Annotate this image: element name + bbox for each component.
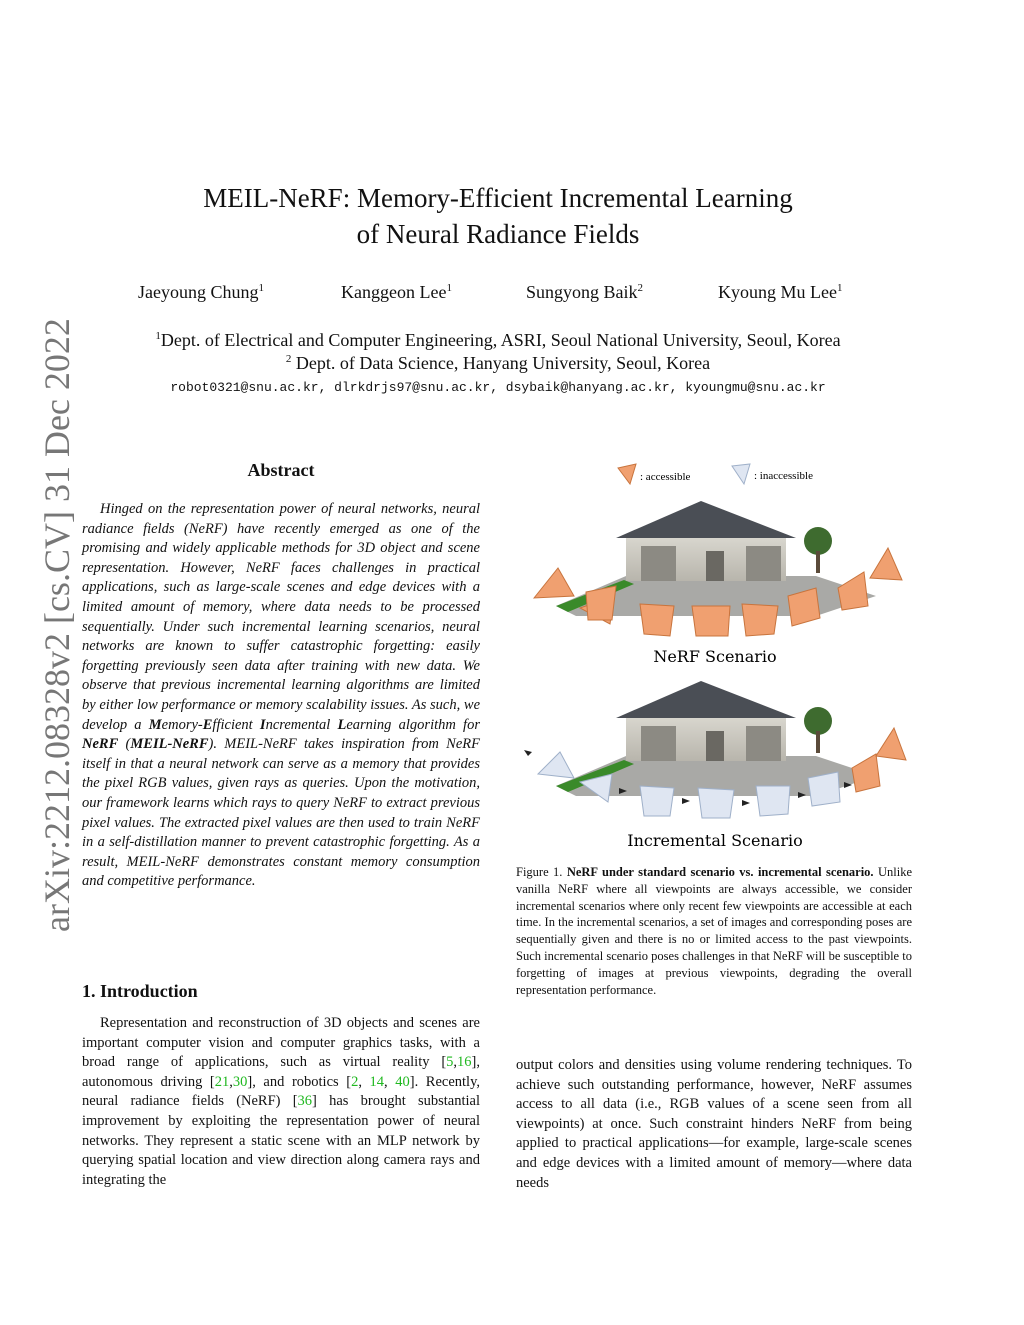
author-3: Sungyong Baik$^2$ [526,282,644,302]
citation-link[interactable]: 16 [457,1054,472,1071]
garage-door [746,546,781,581]
tree [804,527,832,555]
citation-link[interactable]: 5 [446,1054,454,1071]
author-emails: robot0321@snu.ac.kr, dlrkdrjs97@snu.ac.kr, dsybaik@hanyang.ac.kr, kyoungmu@snu.ac.kr [170,380,826,395]
figure-1 [516,456,914,856]
house-roof [616,681,796,718]
paper-title [0,180,996,252]
tree [804,707,832,735]
author-4: Kyoung Mu Lee$^1$ [718,282,843,302]
inaccessible-camera-icon [732,464,750,484]
title-line-2: of Neural Radiance Fields [356,219,640,249]
legend-accessible [618,464,691,484]
label-incremental-scenario: Incremental Scenario [627,831,803,850]
svg-text:: inaccessible: : inaccessible [754,470,813,482]
legend-inaccessible [732,464,813,484]
author-1: Jaeyoung Chung$^1$ [138,282,264,302]
camera-row-bottom-accessible [852,728,906,792]
arrow-icon [682,798,690,804]
label-nerf-scenario: NeRF Scenario [653,647,777,666]
arxiv-stamp: arXiv:2212.08328v2 [cs.CV] 31 Dec 2022 [37,318,77,932]
citation-link[interactable]: 21 [214,1073,230,1090]
arrow-icon [742,800,750,806]
affiliation-1: $^1$Dept. of Electrical and Computer Engineering, ASRI, Seoul National University, Seoul, Korea [155,330,841,350]
garage-door [641,546,676,581]
svg-text:: accessible: : accessible [640,471,691,483]
house-roof [616,501,796,538]
section-heading-introduction: 1. Introduction [82,981,198,1001]
citation-link[interactable]: 36 [297,1093,313,1110]
citation-link[interactable]: 40 [395,1073,410,1090]
citation-link[interactable]: 30 [232,1073,248,1090]
author-2: Kanggeon Lee$^1$ [341,282,452,302]
tree-trunk [816,731,820,753]
abstract-body: Hinged on the representation power of neural networks, neural radiance fields (NeRF) have recently emerged as one of the promising and widely applicable methods for 3D object and scene representation. However, NeRF faces challenges in practical applications, such as large-scale scenes and edge devices with a limited amount of memory, where data needs to be processed sequentially. Under such incremental learning scenarios, neural networks are known to suffer catastrophic forgetting: easily forgetting previously seen data after training with new data. We observe that previous incremental learning algorithms are limited by either low performance or memory scalability issues. As such, we develop a Memory-Efficient Incremental Learning algorithm for NeRF (MEIL-NeRF). MEIL-NeRF takes inspiration from NeRF itself in that a neural network can serve as a memory that provides the pixel RGB values, given rays as queries. Upon the motivation, our framework learns which rays to query NeRF to extract previous pixel values. The extracted pixel values are then used to train NeRF in a self-distillation manner to prevent catastrophic forgetting. As a result, MEIL-NeRF demonstrates constant memory consumption and competitive performance. [82,501,480,890]
abstract-heading: Abstract [247,460,315,480]
title-line-1: MEIL-NeRF: Memory-Efficient Incremental Learning [203,183,793,213]
accessible-camera-icon [618,464,636,484]
right-column-body: output colors and densities using volume rendering techniques. To achieve such outstanding performance, however, NeRF assumes access to all data (i.e., RGB values of a scene seen from all viewpoints) at once. Such constraint hinders NeRF from being applied to practical applications—for example, large-scale scenes and edge devices with a limited amount of memory—where data needs [516,1057,912,1191]
citation-link[interactable]: 2 [351,1073,359,1090]
citation-link[interactable]: 14 [369,1073,385,1090]
door [706,551,724,581]
introduction-body: Representation and reconstruction of 3D objects and scenes are important computer vision and computer graphics tasks, with a broad range of applications, such as virtual reality [5,16], autonomous driving [21,30], and robotics [2, 14, 40]. Recently, neural radiance fields (NeRF) [36] has brought substantial improvement by exploiting the representation power of neural networks. They represent a static scene with an MLP network by querying spatial location and view direction along camera rays and integrating the [82,1015,481,1188]
garage-door [746,726,781,761]
tree-trunk [816,551,820,573]
affiliation-2: $^2$ Dept. of Data Science, Hanyang University, Seoul, Korea [285,353,711,373]
figure-caption: Figure 1. NeRF under standard scenario vs. incremental scenario. Unlike vanilla NeRF where all viewpoints are always accessible, we consider incremental scenarios where only recent few viewpoints are accessible at each time. In the incremental scenarios, a set of images and corresponding poses are sequentially given and there is no or limited access to the past viewpoints. Such incremental scenario poses challenges in that NeRF will be susceptible to forgetting of images at previous viewpoints, degrading the overall representation performance. [516,865,912,997]
garage-door [641,726,676,761]
arrow-icon [524,750,532,756]
door [706,731,724,761]
